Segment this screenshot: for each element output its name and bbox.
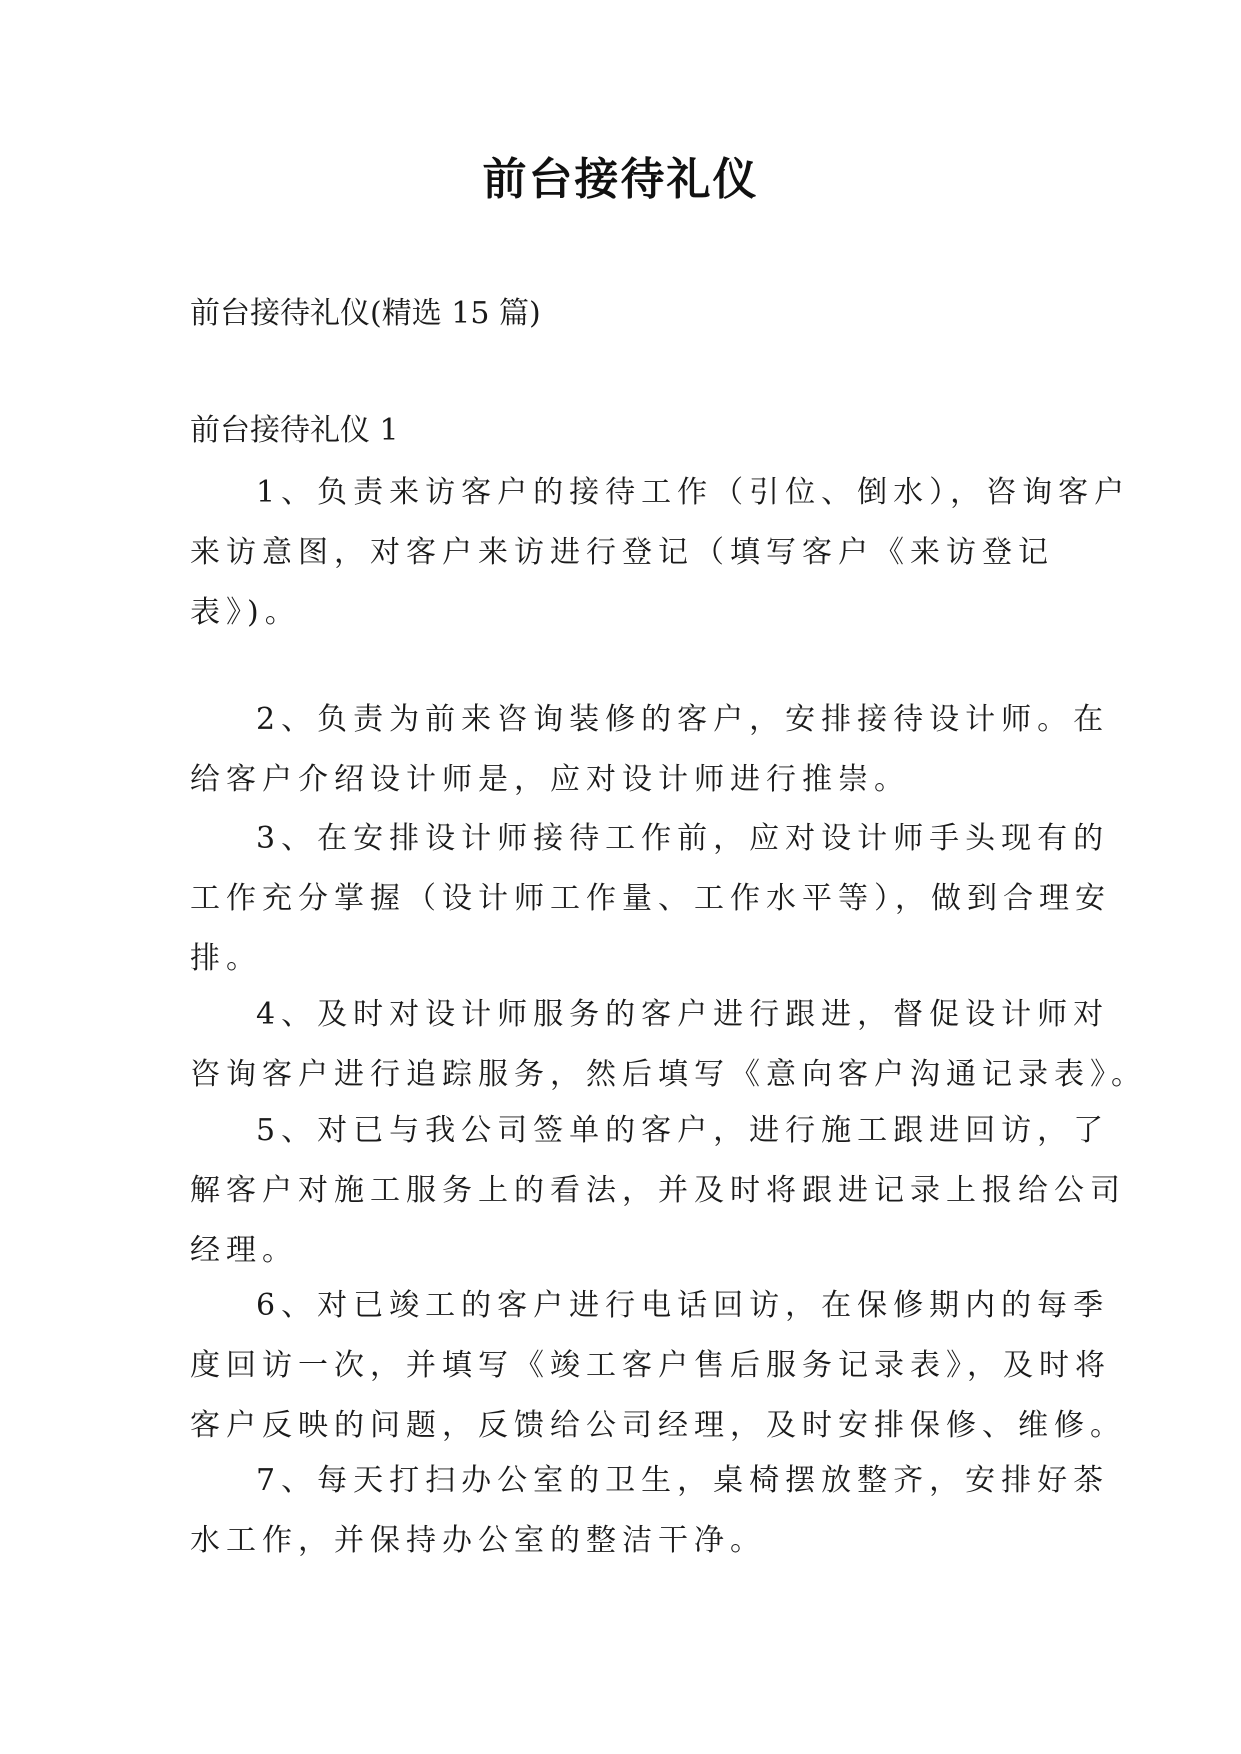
paragraph-line: 排。: [190, 941, 262, 976]
paragraph-4: [190, 985, 1147, 1105]
paragraph-line: 客户反映的问题，反馈给公司经理，及时安排保修、维修。: [190, 1408, 1126, 1443]
paragraph-3: [190, 809, 1111, 989]
paragraph-line: 5、对已与我公司签单的客户，进行施工跟进回访，了: [256, 1113, 1110, 1148]
paragraph-6: [190, 1276, 1126, 1456]
section-heading: 前台接待礼仪 1: [190, 413, 399, 448]
paragraph-2: [190, 690, 1110, 810]
paragraph-line: 解客户对施工服务上的看法，并及时将跟进记录上报给公司: [190, 1173, 1126, 1208]
paragraph-line: 3、在安排设计师接待工作前，应对设计师手头现有的: [256, 821, 1110, 856]
paragraph-line: 水工作，并保持办公室的整洁干净。: [190, 1523, 766, 1558]
paragraph-1: [190, 463, 1131, 643]
paragraph-line: 咨询客户进行追踪服务，然后填写《意向客户沟通记录表》。: [190, 1057, 1147, 1092]
paragraph-line: 7、每天打扫办公室的卫生，桌椅摆放整齐，安排好茶: [256, 1463, 1110, 1498]
paragraph-line: 1、负责来访客户的接待工作（引位、倒水），咨询客户: [256, 475, 1131, 510]
paragraph-line: 表》)。: [190, 595, 301, 630]
document-subtitle: 前台接待礼仪(精选 15 篇): [190, 296, 541, 331]
paragraph-line: 6、对已竣工的客户进行电话回访，在保修期内的每季: [256, 1288, 1110, 1323]
paragraph-line: 工作充分掌握（设计师工作量、工作水平等），做到合理安: [190, 881, 1111, 916]
paragraph-5: [190, 1101, 1126, 1281]
paragraph-line: 来访意图，对客户来访进行登记（填写客户《来访登记: [190, 535, 1054, 570]
paragraph-line: 给客户介绍设计师是，应对设计师进行推崇。: [190, 762, 910, 797]
paragraph-line: 2、负责为前来咨询装修的客户，安排接待设计师。在: [256, 702, 1110, 737]
document-title: 前台接待礼仪: [482, 154, 759, 205]
paragraph-line: 4、及时对设计师服务的客户进行跟进，督促设计师对: [256, 997, 1110, 1032]
paragraph-line: 经理。: [190, 1233, 298, 1268]
paragraph-7: [190, 1451, 1110, 1571]
paragraph-line: 度回访一次，并填写《竣工客户售后服务记录表》，及时将: [190, 1348, 1111, 1383]
